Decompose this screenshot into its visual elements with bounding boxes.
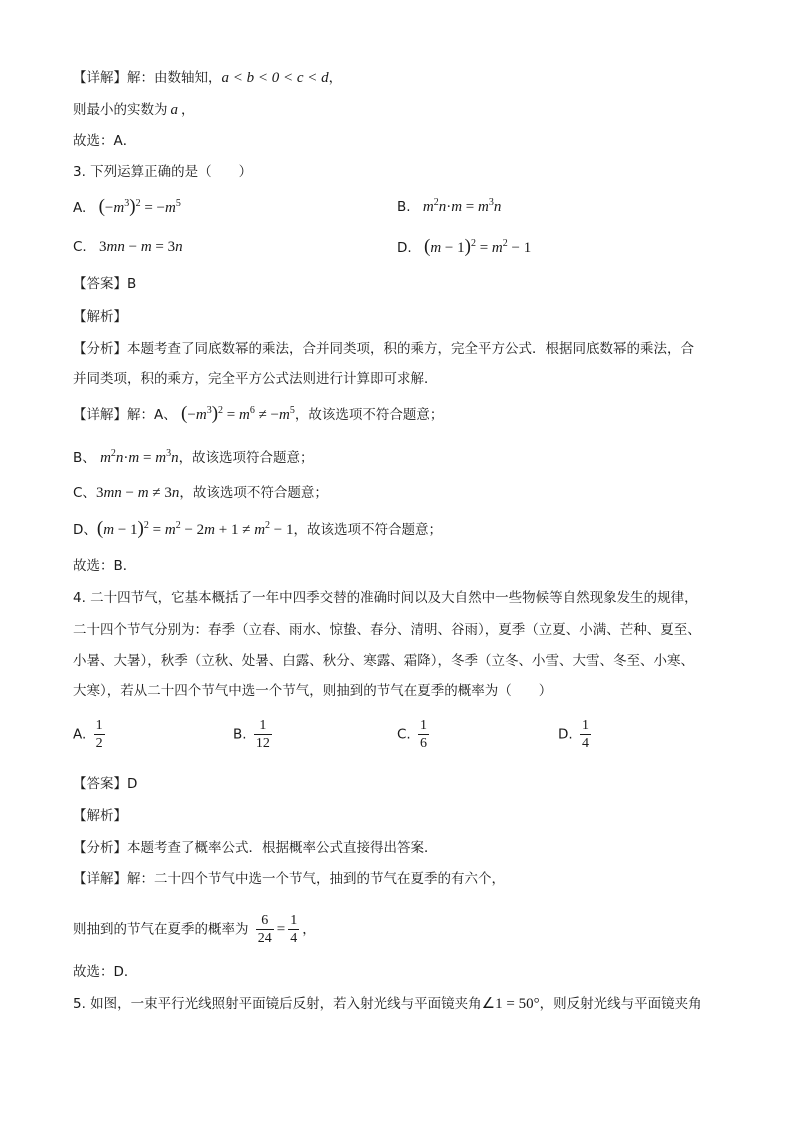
q4-option-a-fraction: $\frac{1}{2}$: [95, 718, 103, 751]
q3-detail-a: 【详解】解：A、 $(-m^3)^2 = m^6 \ne -m^5$，故该选项不符合题意；: [73, 403, 444, 424]
q3-answer: [73, 274, 136, 294]
q4-jiexi-tag: 【解析】: [73, 808, 127, 824]
q4-option-b: [233, 717, 275, 752]
q4-option-c-label: C.: [397, 726, 411, 743]
q3-detail-c-tail: ，故该选项不符合题意；: [179, 485, 328, 501]
q2-min-line: [73, 100, 195, 120]
q4-choose: 故选：D．: [73, 964, 138, 980]
q2-detail-line: [73, 68, 342, 88]
q3-option-d-label: D.: [397, 240, 412, 256]
q3-option-c-label: C.: [73, 239, 87, 255]
q3-option-a-label: A.: [73, 200, 87, 216]
q3-detail-d-tail: ，故该选项不符合题意；: [293, 522, 443, 538]
q4-option-a: [73, 717, 108, 752]
q4-option-d-fraction: $\frac{1}{4}$: [581, 718, 589, 751]
xiangjie-tag: 【详解】: [73, 871, 127, 887]
q3-detail-b-prefix: B、: [73, 450, 96, 466]
q4-option-c: [397, 717, 432, 752]
q5-stem: [73, 994, 702, 1014]
q4-probability-prefix: 则抽到的节气在夏季的概率为: [73, 921, 249, 938]
q3-jiexi-tag: 【解析】: [73, 309, 127, 325]
q3-option-b-label: B.: [397, 199, 411, 215]
q3-answer-value: B: [127, 276, 137, 292]
q5-stem-text: 5. 如图，一束平行光线照射平面镜后反射，若入射光线与平面镜夹角: [73, 996, 482, 1012]
q4-answer: [73, 774, 137, 794]
q4-fraction-1-4: $\frac{1}{4}$: [290, 913, 298, 946]
q4-detail-text: 解：二十四个节气中选一个节气，抽到的节气在夏季的有六个，: [127, 871, 505, 887]
q4-option-d: [558, 717, 594, 752]
q4-stem-line1: 4. 二十四节气，它基本概括了一年中四季交替的准确时间以及大自然中一些物候等自然现象发生的规律，: [73, 590, 698, 606]
q4-stem-line3: 小暑、大暑），秋季（立秋、处暑、白露、秋分、寒露、霜降），冬季（立冬、小雪、大雪、冬至、小寒、: [73, 653, 694, 669]
q4-detail: [73, 869, 505, 889]
q3-detail-c: C、3mn − m ≠ 3n，故该选项不符合题意；: [73, 485, 328, 501]
q3-detail-a-prefix: 解：A、: [127, 407, 177, 423]
q4-option-c-fraction: $\frac{1}{6}$: [420, 718, 428, 751]
q2-min-end: ，: [181, 102, 195, 118]
q3-choose: 故选：B．: [73, 558, 137, 574]
q4-answer-value: D: [127, 776, 138, 792]
q3-stem: 3. 下列运算正确的是（ ）: [73, 164, 253, 180]
q4-fraction-6-24: $\frac{6}{24}$: [257, 913, 272, 946]
q4-analysis-text: 本题考查了概率公式．根据概率公式直接得出答案．: [127, 840, 438, 856]
q3-detail-b: B、 $m^2n\cdot m = m^3n$，故该选项符合题意；: [73, 448, 314, 466]
q4-option-b-label: B.: [233, 726, 247, 743]
xiangjie-tag: 【详解】: [73, 70, 127, 86]
q3-analysis-line2: 并同类项，积的乘方，完全平方公式法则进行计算即可求解．: [73, 371, 438, 387]
q2-detail-prefix: 解：由数轴知，: [127, 70, 222, 86]
q2-choose: 故选：A．: [73, 133, 137, 149]
q3-analysis-line1: [73, 339, 694, 359]
q5-angle: ∠1 = 50°: [481, 996, 540, 1012]
q4-option-a-label: A.: [73, 726, 87, 743]
q3-detail-b-tail: ，故该选项符合题意；: [178, 450, 314, 466]
q3-detail-d-prefix: D、: [73, 522, 97, 538]
q2-min-var: a: [170, 102, 178, 118]
q3-option-c: C. 3mn − m = 3n: [73, 239, 183, 255]
answer-tag: 【答案】: [73, 276, 127, 292]
q4-probability-end: ，: [302, 921, 316, 938]
q4-probability-line: 则抽到的节气在夏季的概率为 $\frac{6}{24}$ = $\frac{1}{4}$ ，: [73, 913, 316, 946]
q2-detail-expr: a < b < 0 < c < d: [221, 70, 329, 86]
fenxi-tag: 【分析】: [73, 341, 127, 357]
q3-option-d: D. $(m - 1)^2 = m^2 - 1$: [397, 236, 532, 257]
q4-stem-line2: 二十四个节气分别为：春季（立春、雨水、惊蛰、春分、清明、谷雨），夏季（立夏、小满、芒种、夏至、: [73, 622, 701, 638]
q4-stem-line4: 大寒），若从二十四个节气中选一个节气，则抽到的节气在夏季的概率为（ ）: [73, 683, 553, 699]
fenxi-tag: 【分析】: [73, 840, 127, 856]
q5-stem-end: ，则反射光线与平面镜夹角: [539, 996, 702, 1012]
q3-analysis-text: 本题考查了同底数幂的乘法，合并同类项，积的乘方，完全平方公式．根据同底数幂的乘法，合: [127, 341, 694, 357]
q3-detail-a-tail: ，故该选项不符合题意；: [294, 407, 444, 423]
q4-option-d-label: D.: [558, 726, 573, 743]
q2-detail-suffix: ，: [328, 70, 343, 86]
q3-option-b: B. $m^2n\cdot m = m^3n$: [397, 197, 502, 215]
q4-analysis: [73, 838, 438, 858]
q4-option-b-fraction: $\frac{1}{12}$: [255, 718, 270, 751]
q3-detail-d: D、$(m - 1)^2 = m^2 - 2m + 1 \ne m^2 - 1$，故该选项不符合题意；: [73, 518, 443, 539]
answer-tag: 【答案】: [73, 776, 127, 792]
q2-min-text: 则最小的实数为: [73, 102, 168, 118]
xiangjie-tag: 【详解】: [73, 407, 127, 423]
q3-detail-c-prefix: C、: [73, 485, 96, 501]
q3-option-a: A. $(-m^3)^2 = -m^5$: [73, 196, 181, 217]
